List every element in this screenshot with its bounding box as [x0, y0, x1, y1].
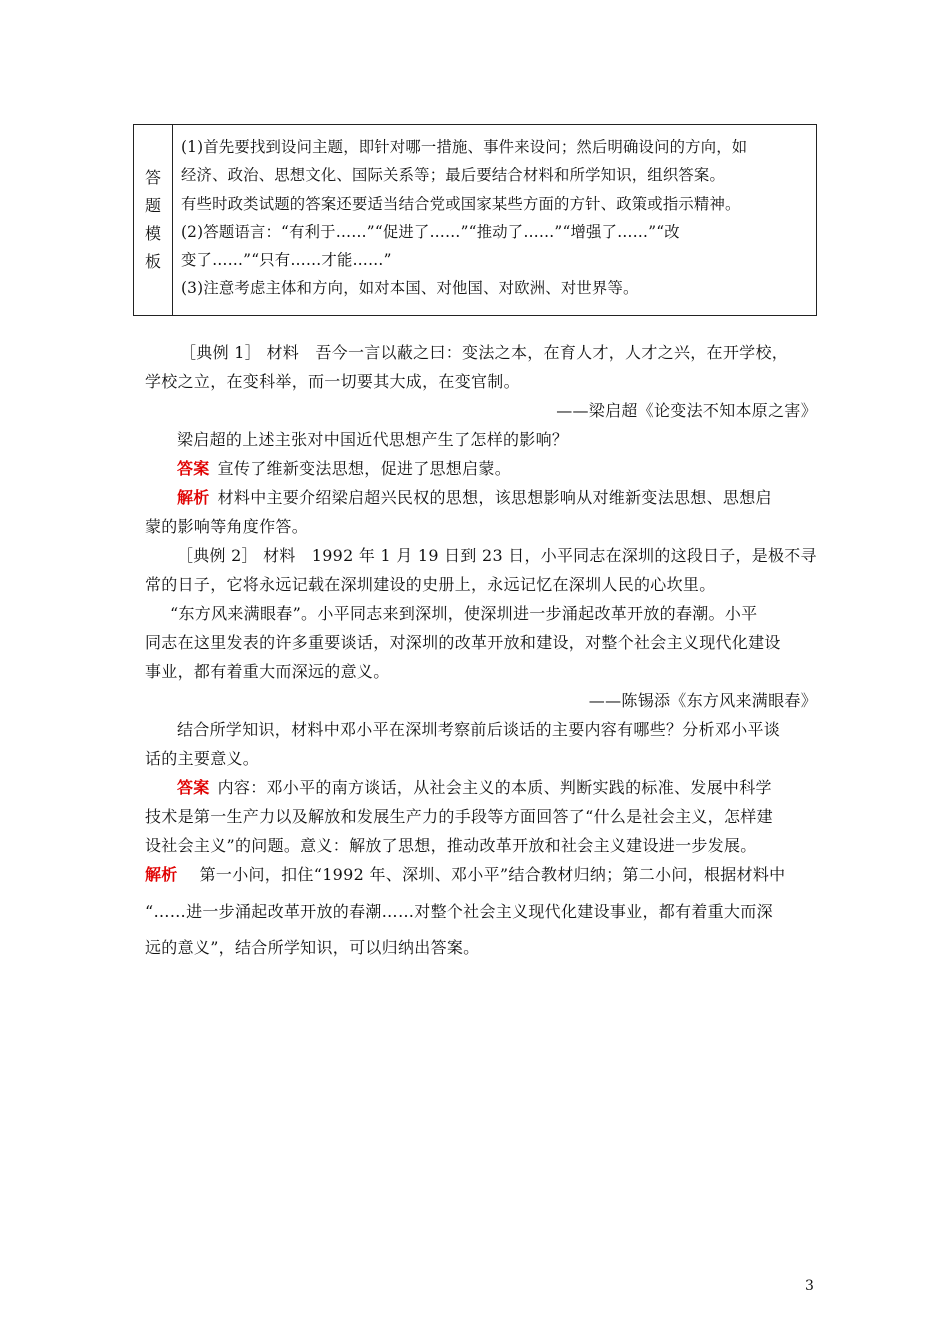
answer-label: 答案: [177, 778, 210, 797]
answer-template-table: [133, 124, 817, 316]
analysis-label: 解析: [177, 488, 210, 507]
example2-material-line: 常的日子，它将永远记载在深圳建设的史册上，永远记忆在深圳人民的心坎里。: [145, 575, 716, 594]
template-line: 有些时政类试题的答案还要适当结合党或国家某些方面的方针、政策或指示精神。: [181, 194, 741, 213]
example2-source: ——陈锡添《东方风来满眼春》: [588, 691, 817, 710]
example1-material-line: 学校之立，在变科举，而一切要其大成，在变官制。: [145, 372, 520, 391]
example1-question: 梁启超的上述主张对中国近代思想产生了怎样的影响？: [177, 430, 569, 449]
example2-material-line: 事业，都有着重大而深远的意义。: [145, 662, 390, 681]
header-char: 答: [144, 168, 161, 187]
template-line: 经济、政治、思想文化、国际关系等；最后要结合材料和所学知识，组织答案。: [181, 166, 726, 185]
example2-material-line: “东方风来满眼春”。小平同志来到深圳，使深圳进一步涌起改革开放的春潮。小平: [170, 604, 758, 623]
answer-text: 内容：邓小平的南方谈话，从社会主义的本质、判断实践的标准、发展中科学: [217, 778, 772, 797]
example1-analysis-line: 蒙的影响等角度作答。: [145, 517, 309, 536]
header-char: 题: [144, 196, 161, 215]
analysis-label: 解析: [145, 865, 178, 884]
example2-analysis-line: 远的意义”，结合所学知识，可以归纳出答案。: [145, 938, 480, 957]
answer-label: 答案: [177, 459, 210, 478]
header-char: 模: [144, 224, 161, 243]
example2-answer-line: 设社会主义”的问题。意义：解放了思想，推动改革开放和社会主义建设进一步发展。: [145, 836, 757, 855]
template-line: (2)答题语言：“有利于……”“促进了……”“推动了……”“增强了……”“改: [181, 222, 680, 241]
template-header-cell: [134, 125, 173, 315]
answer-text: 宣传了维新变法思想，促进了思想启蒙。: [217, 459, 512, 478]
template-line: (1)首先要找到设问主题，即针对哪一措施、事件来设问；然后明确设问的方向，如: [181, 138, 748, 156]
analysis-text: 材料中主要介绍梁启超兴民权的思想，该思想影响从对维新变法思想、思想启: [217, 488, 772, 507]
example1-material-line: ［典例 1］ 材料 吾今一言以蔽之曰：变法之本，在育人才，人才之兴，在开学校，: [180, 343, 789, 362]
template-line: (3)注意考虑主体和方向，如对本国、对他国、对欧洲、对世界等。: [181, 279, 639, 298]
example1-analysis: [177, 488, 772, 508]
example2-analysis: [145, 865, 785, 885]
template-line: 变了……”“只有……才能……”: [181, 251, 392, 270]
template-content-cell: [173, 125, 816, 315]
example2-answer-line: 技术是第一生产力以及解放和发展生产力的手段等方面回答了“什么是社会主义，怎样建: [145, 807, 773, 826]
page-number: 3: [805, 1278, 814, 1294]
example2-question: 结合所学知识，材料中邓小平在深圳考察前后谈话的主要内容有哪些？分析邓小平谈: [177, 720, 781, 739]
example1-answer: [177, 459, 511, 479]
example2-question-line: 话的主要意义。: [145, 749, 260, 768]
example2-analysis-line: “……进一步涌起改革开放的春潮……对整个社会主义现代化建设事业，都有着重大而深: [145, 902, 773, 921]
example2-material-line: ［典例 2］ 材料 1992 年 1 月 19 日到 23 日，小平同志在深圳的这段日子，是极不寻: [177, 546, 817, 565]
example1-source: ——梁启超《论变法不知本原之害》: [556, 401, 817, 420]
example2-material-line: 同志在这里发表的许多重要谈话，对深圳的改革开放和建设，对整个社会主义现代化建设: [145, 633, 781, 652]
example2-answer: [177, 778, 772, 798]
analysis-text: 第一小问，扣住“1992 年、深圳、邓小平”结合教材归纳；第二小问，根据材料中: [199, 865, 786, 884]
header-char: 板: [144, 252, 161, 271]
